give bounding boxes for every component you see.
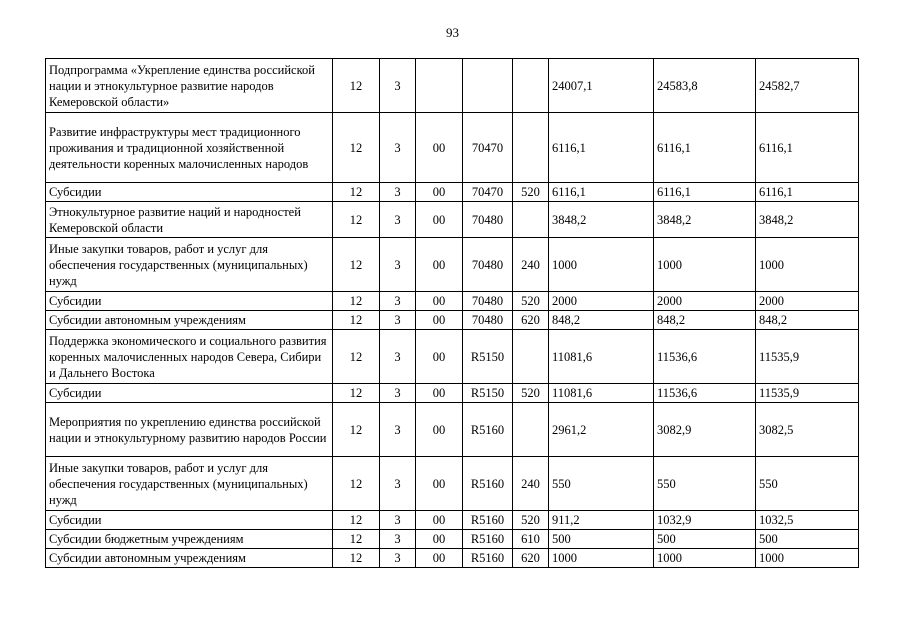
row-amount-cell: 848,2 [549,311,654,330]
row-code-cell: 12 [333,59,380,113]
row-code-cell: 00 [416,202,463,238]
table-row [46,511,859,530]
row-code-cell: 70480 [463,292,513,311]
row-amount-cell: 911,2 [549,511,654,530]
row-code-cell: 3 [380,457,416,511]
table-row [46,457,859,511]
row-amount-cell: 1000 [549,549,654,568]
row-code-cell [463,59,513,113]
row-amount-cell: 24007,1 [549,59,654,113]
row-code-cell: 520 [513,292,549,311]
row-amount-cell: 3848,2 [756,202,859,238]
row-code-cell: 12 [333,183,380,202]
row-name-cell: Субсидии бюджетным учреждениям [46,530,333,549]
row-name-cell: Субсидии [46,292,333,311]
row-code-cell: 12 [333,311,380,330]
row-code-cell: 12 [333,384,380,403]
row-code-cell: R5160 [463,511,513,530]
row-code-cell: 00 [416,384,463,403]
row-code-cell: 00 [416,330,463,384]
row-code-cell: 00 [416,403,463,457]
row-amount-cell: 11536,6 [654,330,756,384]
row-amount-cell: 1000 [756,549,859,568]
row-amount-cell: 6116,1 [549,183,654,202]
row-code-cell: 70480 [463,202,513,238]
row-code-cell: R5160 [463,549,513,568]
row-code-cell: 520 [513,511,549,530]
table-row [46,183,859,202]
row-amount-cell: 24582,7 [756,59,859,113]
row-code-cell: 520 [513,183,549,202]
row-code-cell: 00 [416,457,463,511]
row-amount-cell: 24583,8 [654,59,756,113]
row-code-cell: 240 [513,457,549,511]
row-name-cell: Развитие инфраструктуры мест традиционного проживания и традиционной хозяйственной деятельности коренных малочисленных народов [46,113,333,183]
row-amount-cell: 11535,9 [756,384,859,403]
row-code-cell: 3 [380,403,416,457]
table-row [46,330,859,384]
row-code-cell: 12 [333,330,380,384]
row-amount-cell: 11081,6 [549,384,654,403]
row-code-cell: R5150 [463,384,513,403]
row-amount-cell: 6116,1 [549,113,654,183]
row-code-cell: 240 [513,238,549,292]
row-code-cell: 70480 [463,311,513,330]
row-code-cell: 620 [513,549,549,568]
row-code-cell: 520 [513,384,549,403]
page-number: 93 [446,25,459,40]
row-code-cell: 3 [380,330,416,384]
row-amount-cell: 1032,9 [654,511,756,530]
row-amount-cell: 1000 [756,238,859,292]
table-row [46,384,859,403]
row-code-cell: 12 [333,113,380,183]
row-amount-cell: 848,2 [654,311,756,330]
table-row [46,530,859,549]
row-code-cell: 3 [380,384,416,403]
row-amount-cell: 1000 [654,238,756,292]
row-name-cell: Этнокультурное развитие наций и народностей Кемеровской области [46,202,333,238]
row-code-cell: 3 [380,202,416,238]
row-code-cell: 3 [380,238,416,292]
row-code-cell: 3 [380,59,416,113]
row-code-cell: 00 [416,511,463,530]
row-code-cell [513,59,549,113]
row-amount-cell: 500 [654,530,756,549]
row-code-cell: 00 [416,183,463,202]
row-name-cell: Субсидии [46,384,333,403]
row-code-cell: 3 [380,511,416,530]
table-row [46,202,859,238]
row-amount-cell: 2000 [549,292,654,311]
row-code-cell: 12 [333,238,380,292]
row-code-cell: 3 [380,292,416,311]
row-code-cell [416,59,463,113]
row-name-cell: Поддержка экономического и социального развития коренных малочисленных народов Севера, Сибири и Дальнего Востока [46,330,333,384]
row-amount-cell: 11535,9 [756,330,859,384]
row-code-cell: 3 [380,549,416,568]
row-code-cell: 12 [333,202,380,238]
row-amount-cell: 500 [549,530,654,549]
row-name-cell: Субсидии [46,511,333,530]
row-code-cell: 00 [416,113,463,183]
row-name-cell: Субсидии автономным учреждениям [46,549,333,568]
row-code-cell: 3 [380,183,416,202]
row-amount-cell: 6116,1 [756,183,859,202]
table-row [46,238,859,292]
row-code-cell: 12 [333,292,380,311]
row-amount-cell: 550 [549,457,654,511]
table-row [46,311,859,330]
row-amount-cell: 1000 [654,549,756,568]
row-code-cell: 620 [513,311,549,330]
table-row [46,59,859,113]
row-code-cell: 00 [416,530,463,549]
row-code-cell: R5160 [463,457,513,511]
row-amount-cell: 6116,1 [756,113,859,183]
row-amount-cell: 11081,6 [549,330,654,384]
row-name-cell: Иные закупки товаров, работ и услуг для обеспечения государственных (муниципальных) нужд [46,238,333,292]
row-amount-cell: 2961,2 [549,403,654,457]
row-name-cell: Подпрограмма «Укрепление единства российской нации и этнокультурное развитие народов Кемеровской области» [46,59,333,113]
row-name-cell: Иные закупки товаров, работ и услуг для обеспечения государственных (муниципальных) нужд [46,457,333,511]
row-code-cell: 3 [380,530,416,549]
row-code-cell: 12 [333,403,380,457]
row-code-cell: 12 [333,549,380,568]
row-amount-cell: 3848,2 [654,202,756,238]
row-code-cell: 00 [416,292,463,311]
row-amount-cell: 550 [654,457,756,511]
row-code-cell [513,202,549,238]
row-code-cell [513,403,549,457]
row-code-cell: 00 [416,311,463,330]
row-name-cell: Мероприятия по укреплению единства российской нации и этнокультурному развитию народов России [46,403,333,457]
row-code-cell: 70480 [463,238,513,292]
row-amount-cell: 550 [756,457,859,511]
row-code-cell: 70470 [463,183,513,202]
row-code-cell: 00 [416,549,463,568]
row-code-cell: 3 [380,311,416,330]
row-amount-cell: 6116,1 [654,113,756,183]
row-code-cell: R5160 [463,403,513,457]
row-code-cell: 610 [513,530,549,549]
row-amount-cell: 3082,9 [654,403,756,457]
row-code-cell: 3 [380,113,416,183]
row-amount-cell: 1032,5 [756,511,859,530]
row-amount-cell: 6116,1 [654,183,756,202]
row-code-cell: 70470 [463,113,513,183]
row-code-cell: R5160 [463,530,513,549]
row-amount-cell: 2000 [756,292,859,311]
row-amount-cell: 2000 [654,292,756,311]
table-row [46,292,859,311]
row-amount-cell: 3082,5 [756,403,859,457]
table-row [46,113,859,183]
row-code-cell [513,113,549,183]
row-code-cell [513,330,549,384]
row-amount-cell: 1000 [549,238,654,292]
row-amount-cell: 3848,2 [549,202,654,238]
row-amount-cell: 500 [756,530,859,549]
row-code-cell: 00 [416,238,463,292]
table-row [46,403,859,457]
table-row [46,549,859,568]
row-code-cell: 12 [333,530,380,549]
row-code-cell: R5150 [463,330,513,384]
row-name-cell: Субсидии автономным учреждениям [46,311,333,330]
row-amount-cell: 11536,6 [654,384,756,403]
budget-table [45,58,859,568]
row-code-cell: 12 [333,457,380,511]
row-name-cell: Субсидии [46,183,333,202]
row-amount-cell: 848,2 [756,311,859,330]
row-code-cell: 12 [333,511,380,530]
